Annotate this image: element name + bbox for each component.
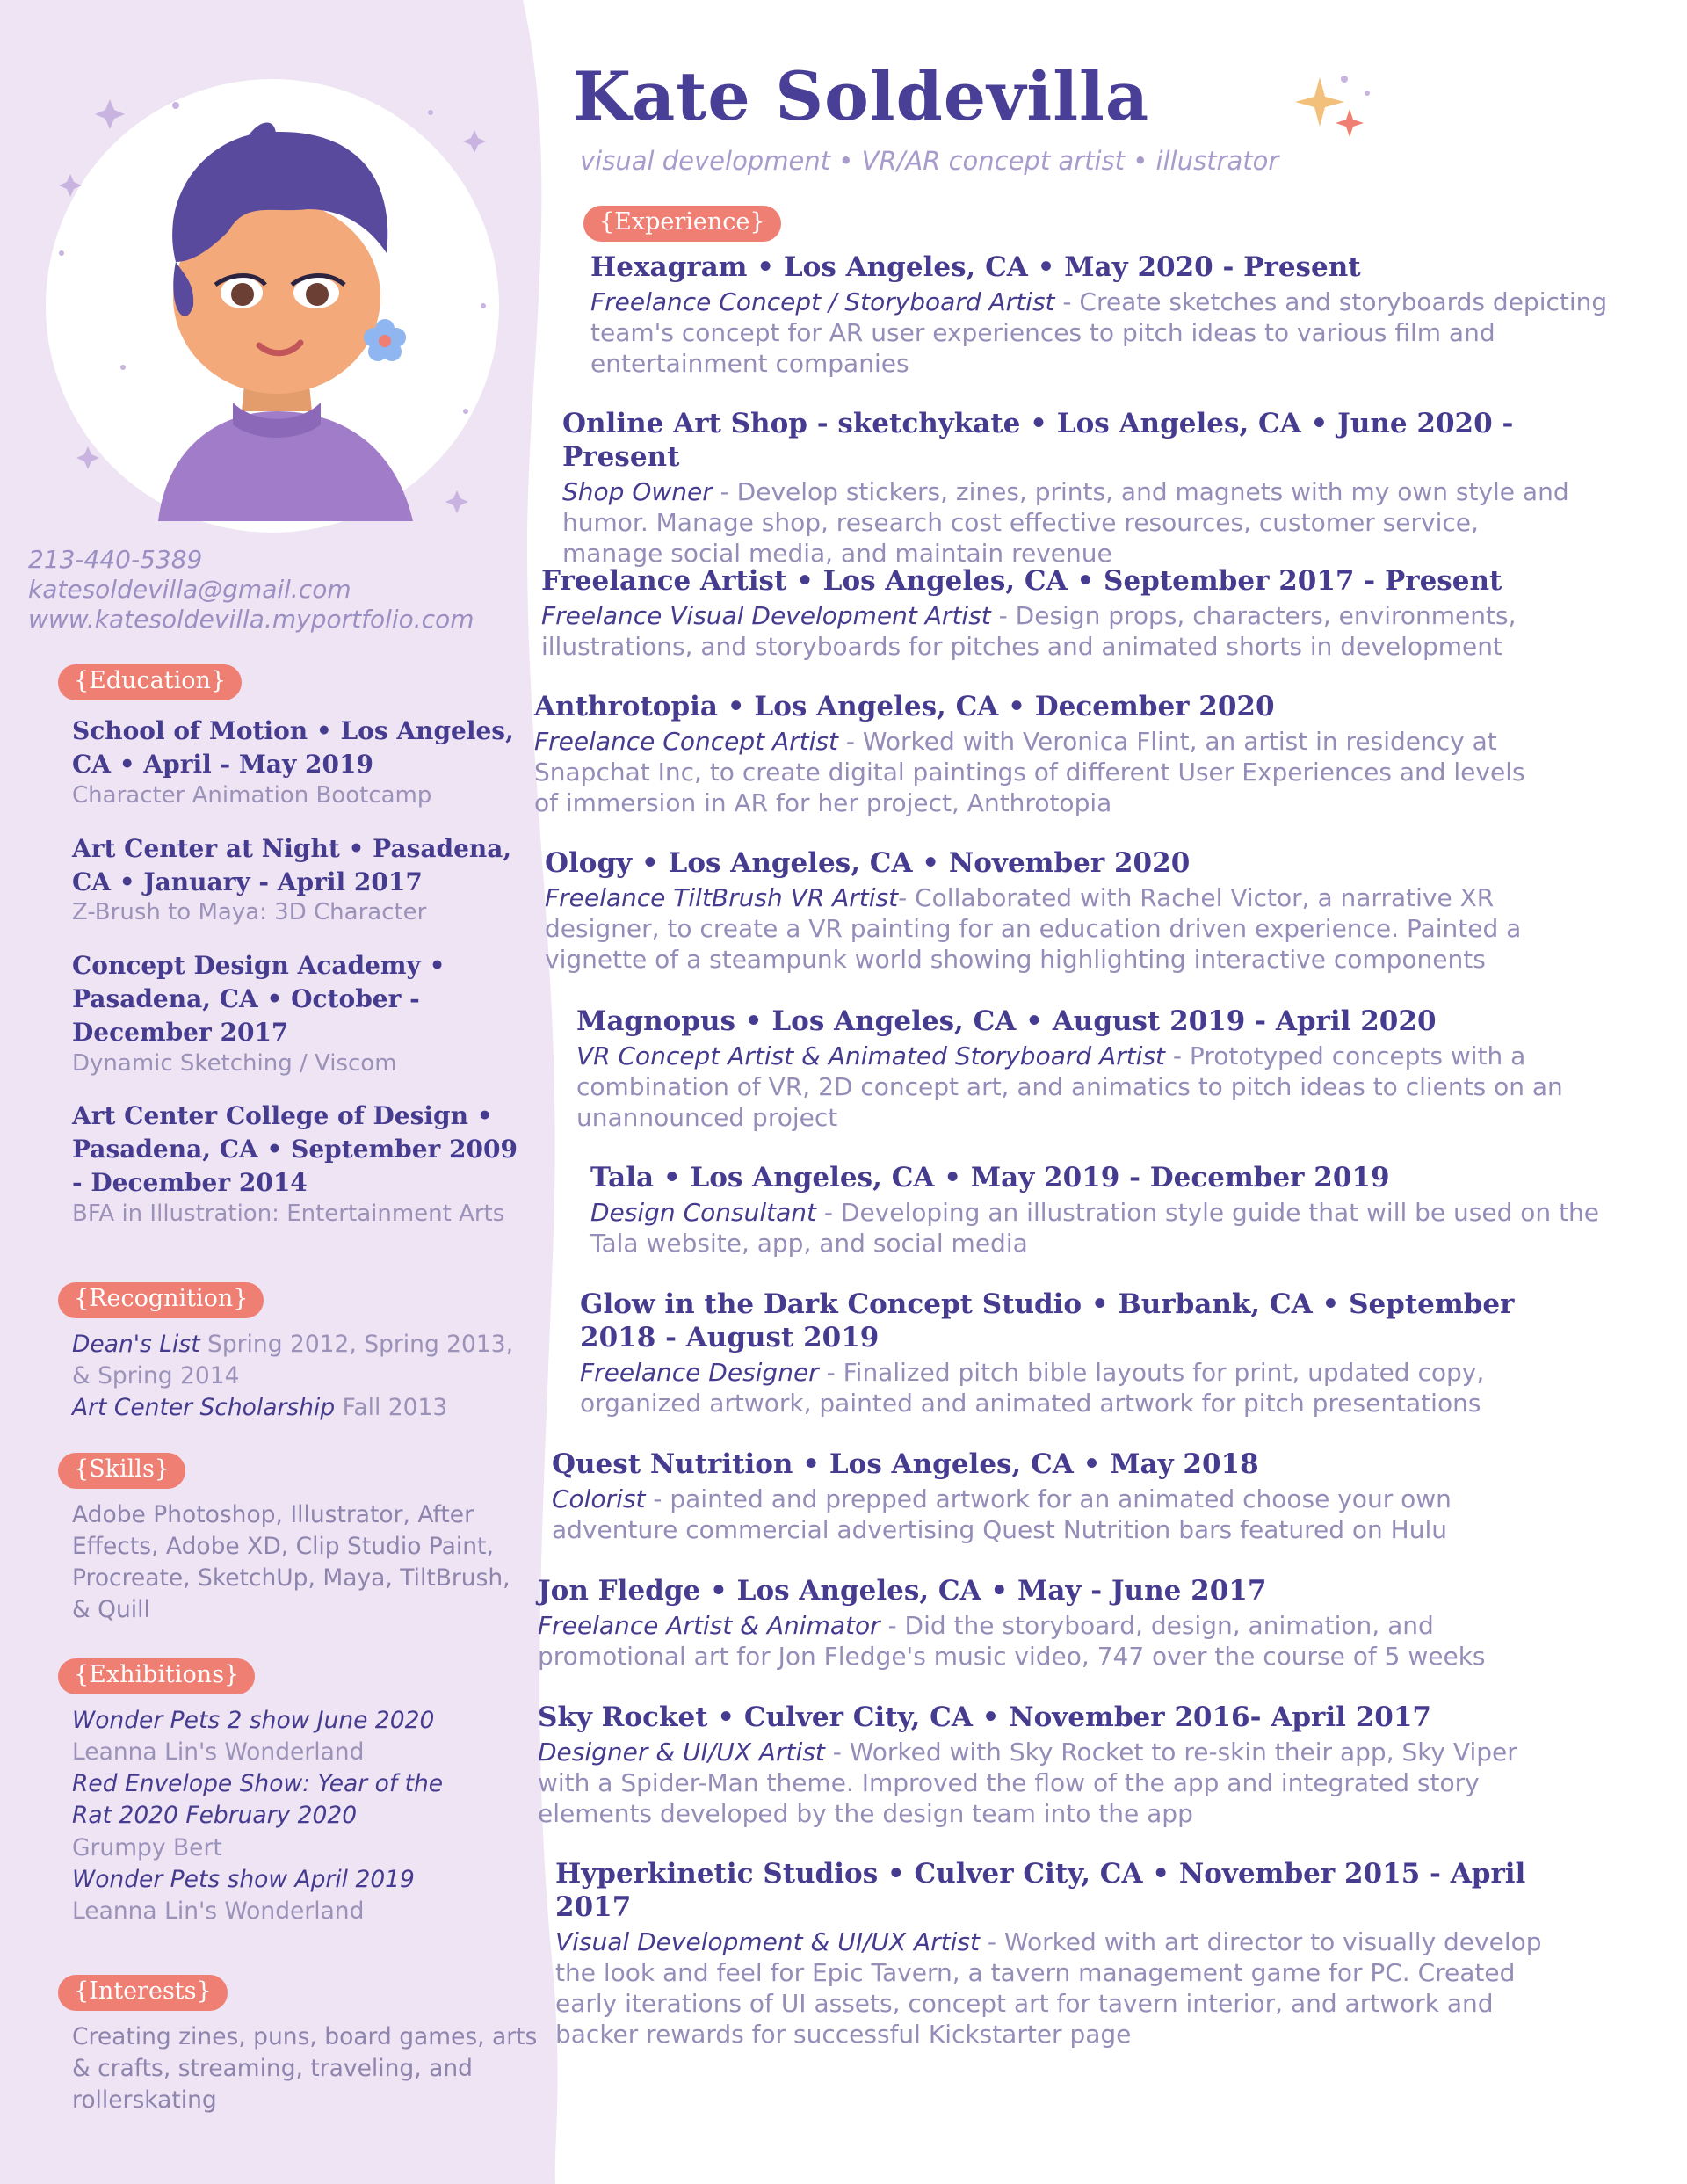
recognition-section	[58, 1282, 532, 1424]
experience-item	[541, 565, 1560, 662]
job-description: Shop Owner - Develop stickers, zines, prints, and magnets with my own style and humor. Manage shop, research cost effective resources, customer service, manage social media, and maintain revenue	[562, 476, 1569, 568]
job-description: VR Concept Artist & Animated Storyboard Artist - Prototyped concepts with a combination of VR, 2D concept art, and animatics to pitch ideas to clients on an unannounced project	[576, 1041, 1563, 1132]
education-subtitle: Dynamic Sketching / Viscom	[72, 1049, 397, 1077]
skills-section	[58, 1453, 532, 1627]
job-title: Glow in the Dark Concept Studio • Burbank, CA • September 2018 - August 2019	[580, 1288, 1515, 1353]
job-title: Ology • Los Angeles, CA • November 2020	[545, 847, 1191, 879]
education-item	[72, 715, 532, 810]
job-role: Freelance Visual Development Artist	[541, 600, 991, 630]
experience-item	[555, 1858, 1575, 2050]
recognition-heading: {Recognition}	[58, 1282, 264, 1318]
recognition-item: Dean's List Spring 2012, Spring 2013, & Spring 2014	[72, 1331, 514, 1390]
recognition-list	[72, 1329, 532, 1424]
experience-item	[552, 1448, 1571, 1545]
job-title: Anthrotopia • Los Angeles, CA • December 2020	[534, 691, 1275, 722]
experience-item	[576, 1005, 1596, 1133]
job-description: Colorist - painted and prepped artwork for an animated choose your own adventure commercial advertising Quest Nutrition bars featured on Hulu	[552, 1484, 1452, 1544]
education-title: Art Center College of Design • Pasadena, CA • September 2009 - December 2014	[72, 1101, 518, 1197]
job-role: Freelance Concept / Storyboard Artist	[590, 287, 1055, 316]
exhibition-venue: Leanna Lin's Wonderland	[72, 1897, 365, 1925]
job-description: Freelance TiltBrush VR Artist- Collaborated with Rachel Victor, a narrative XR designer, to create a VR painting for an education driven experience. Painted a vignette of a steampunk world showing highlighting interactive components	[545, 882, 1522, 974]
experience-item	[538, 1575, 1557, 1672]
exhibition-title: Wonder Pets show April 2019	[72, 1865, 415, 1893]
avatar-portrait	[44, 77, 501, 534]
job-title: Hexagram • Los Angeles, CA • May 2020 - Present	[590, 251, 1361, 283]
education-subtitle: Z-Brush to Maya: 3D Character	[72, 899, 427, 926]
job-title: Tala • Los Angeles, CA • May 2019 - December 2019	[590, 1162, 1390, 1194]
education-item	[72, 832, 532, 928]
job-title: Freelance Artist • Los Angeles, CA • September 2017 - Present	[541, 565, 1502, 597]
experience-item	[534, 691, 1553, 818]
skills-text: Adobe Photoshop, Illustrator, After Effects, Adobe XD, Clip Studio Paint, Procreate, SketchUp, Maya, TiltBrush, & Quill	[72, 1501, 510, 1624]
education-subtitle: BFA in Illustration: Entertainment Arts	[72, 1200, 505, 1227]
exhibition-venue: Grumpy Bert	[72, 1833, 222, 1861]
job-role: Freelance Concept Artist	[534, 726, 838, 756]
interests-section	[58, 1975, 538, 2116]
job-role: Freelance Designer	[580, 1357, 819, 1387]
job-title: Sky Rocket • Culver City, CA • November 2016- April 2017	[538, 1701, 1431, 1733]
tagline: visual development • VR/AR concept artist • illustrator	[580, 146, 1279, 176]
job-description: Freelance Designer - Finalized pitch bible layouts for print, updated copy, organized artwork, painted and animated artwork for pitch presentations	[580, 1357, 1485, 1418]
education-subtitle: Character Animation Bootcamp	[72, 781, 432, 809]
education-heading: {Education}	[58, 664, 242, 700]
job-description: Freelance Concept Artist - Worked with Veronica Flint, an artist in residency at Snapchat Inc, to create digital paintings of different User Experiences and levels of immersion in AR for her project, Anthrotopia	[534, 726, 1525, 817]
job-role: Freelance TiltBrush VR Artist	[545, 882, 899, 912]
job-description: Freelance Concept / Storyboard Artist - Create sketches and storyboards depicting team's concept for AR user experiences to pitch ideas to various film and entertainment companies	[590, 287, 1608, 378]
job-description: Designer & UI/UX Artist - Worked with Sky Rocket to re-skin their app, Sky Viper with a Spider-Man theme. Improved the flow of the app and integrated story elements developed by the design team into the app	[538, 1737, 1517, 1828]
exhibitions-section	[58, 1658, 532, 1927]
experience-item	[562, 408, 1582, 569]
exhibitions-list	[72, 1705, 476, 1926]
experience-item	[580, 1288, 1599, 1419]
email-link[interactable]: katesoldevilla@gmail.com	[28, 575, 351, 605]
exhibitions-heading: {Exhibitions}	[58, 1658, 255, 1694]
phone-text: 213-440-5389	[28, 545, 203, 574]
recognition-item: Art Center Scholarship Fall 2013	[72, 1394, 448, 1422]
education-item	[72, 1099, 532, 1229]
skills-heading: {Skills}	[58, 1453, 185, 1489]
education-section	[58, 664, 532, 1230]
experience-heading: {Experience}	[583, 206, 781, 242]
exhibition-title: Red Envelope Show: Year of the Rat 2020 February 2020	[72, 1770, 444, 1830]
experience-item	[545, 847, 1564, 975]
job-role: Design Consultant	[590, 1197, 816, 1227]
job-description: Visual Development & UI/UX Artist - Worked with art director to visually develop the look and feel for Epic Tavern, a tavern management game for PC. Created early iterations of UI assets, concept art for tavern interior, and artwork and backer rewards for successful Kickstarter page	[555, 1926, 1542, 2049]
exhibition-venue: Leanna Lin's Wonderland	[72, 1738, 365, 1767]
job-title: Jon Fledge • Los Angeles, CA • May - June 2017	[538, 1575, 1267, 1607]
page-title: Kate Soldevilla	[573, 57, 1150, 135]
job-description: Freelance Visual Development Artist - Design props, characters, environments, illustrations, and storyboards for pitches and animated shorts in development	[541, 600, 1517, 661]
website-link[interactable]: www.katesoldevilla.myportfolio.com	[28, 605, 474, 635]
job-role: VR Concept Artist & Animated Storyboard Artist	[576, 1041, 1166, 1070]
interests-text: Creating zines, puns, board games, arts & crafts, streaming, traveling, and rollerskating	[72, 2023, 538, 2115]
job-role: Designer & UI/UX Artist	[538, 1737, 825, 1767]
education-item	[72, 949, 532, 1078]
education-title: Art Center at Night • Pasadena, CA • January - April 2017	[72, 833, 512, 896]
experience-item	[590, 1162, 1610, 1259]
job-title: Hyperkinetic Studios • Culver City, CA • November 2015 - April 2017	[555, 1858, 1526, 1923]
interests-heading: {Interests}	[58, 1975, 228, 2011]
experience-item	[538, 1701, 1557, 1829]
job-description: Freelance Artist & Animator - Did the storyboard, design, animation, and promotional art for Jon Fledge's music video, 747 over the course of 5 weeks	[538, 1610, 1486, 1671]
job-role: Colorist	[552, 1484, 646, 1513]
contact-info	[28, 545, 474, 635]
education-title: Concept Design Academy • Pasadena, CA • October - December 2017	[72, 951, 445, 1047]
exhibition-title: Wonder Pets 2 show June 2020	[72, 1707, 435, 1735]
job-role: Visual Development & UI/UX Artist	[555, 1926, 980, 1956]
job-title: Magnopus • Los Angeles, CA • August 2019 - April 2020	[576, 1005, 1437, 1037]
experience-item	[590, 251, 1610, 379]
job-description: Design Consultant - Developing an illustration style guide that will be used on the Tala website, app, and social media	[590, 1197, 1600, 1258]
job-title: Quest Nutrition • Los Angeles, CA • May 2018	[552, 1448, 1259, 1480]
sparkle-icon	[1293, 69, 1381, 139]
job-title: Online Art Shop - sketchykate • Los Angeles, CA • June 2020 - Present	[562, 408, 1514, 473]
job-role: Shop Owner	[562, 476, 713, 506]
education-title: School of Motion • Los Angeles, CA • April - May 2019	[72, 716, 514, 780]
job-role: Freelance Artist & Animator	[538, 1610, 880, 1640]
